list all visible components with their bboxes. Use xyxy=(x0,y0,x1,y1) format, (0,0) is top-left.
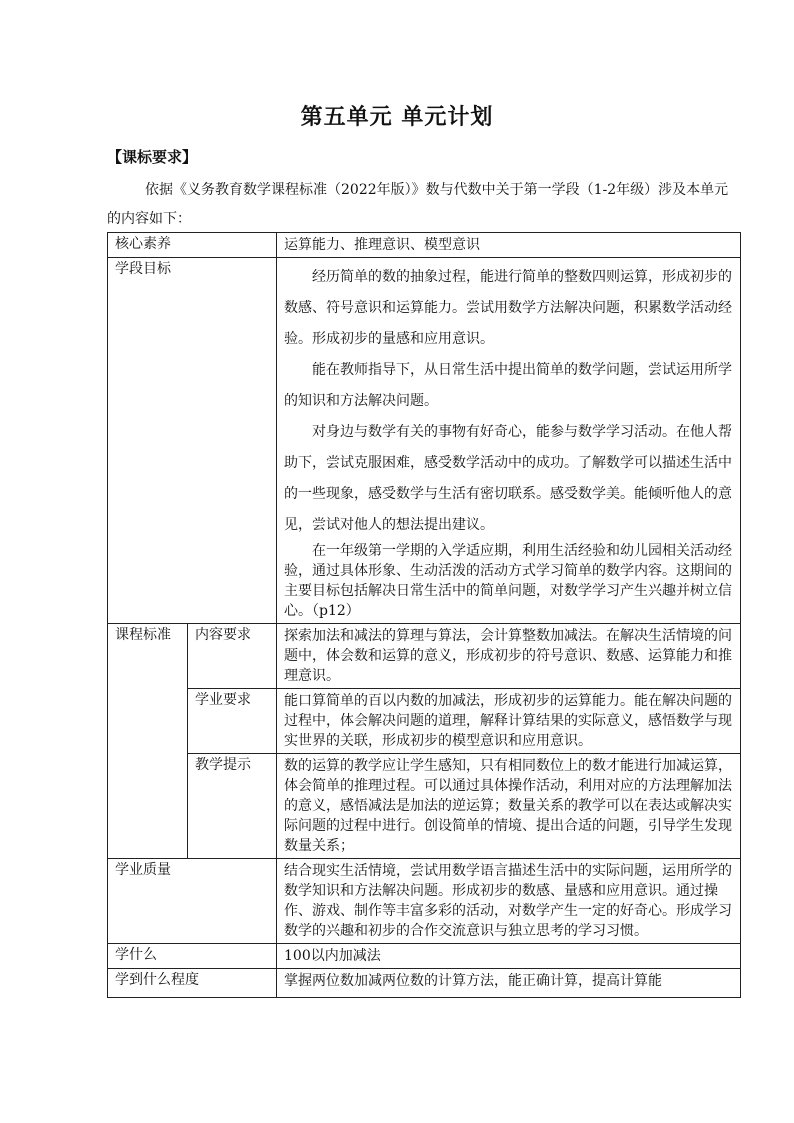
stage-goals-label: 学段目标 xyxy=(108,258,277,624)
table-row xyxy=(108,969,741,998)
content-requirement-label: 内容要求 xyxy=(188,624,277,689)
academic-requirement-text: 能口算简单的百以内数的加减法，形成初步的运算能力。能在解决问题的过程中，体会解决问题的道理，解释计算结果的实际意义，感悟数学与现实世界的关联，形成初步的模型意识和应用意识。 xyxy=(277,689,741,754)
stage-goal-paragraph: 能在教师指导下，从日常生活中提出简单的数学问题，尝试运用所学的知识和方法解决问题。 xyxy=(284,362,732,409)
section-heading: 【课标要求】 xyxy=(107,148,198,166)
table-row xyxy=(108,754,741,859)
degree-value: 掌握两位数加减两位数的计算方法，能正确计算，提高计算能 xyxy=(277,969,741,998)
curriculum-label: 课程标准 xyxy=(108,624,188,859)
page-title: 第五单元 单元计划 xyxy=(300,104,494,130)
teaching-tips-text: 数的运算的教学应让学生感知，只有相同数位上的数才能进行加减运算，体会简单的推理过程。可以通过具体操作活动，利用对应的方法理解加法的意义，感悟减法是加法的逆运算；数量关系的教学可以在表达或解决实际问题的过程中进行。创设简单的情境、提出合适的问题，引导学生发现数量关系； xyxy=(277,754,741,859)
intro-paragraph: 依据《义务教育数学课程标准（2022年版）》数与代数中关于第一学段（1-2年级）涉及本单元的内容如下： xyxy=(107,182,729,227)
table-row xyxy=(108,859,741,944)
stage-goal-paragraph: 在一年级第一学期的入学适应期，利用生活经验和幼儿园相关活动经验，通过具体形象、生动活泼的活动方式学习简单的数学内容。这期间的主要目标包括解决日常生活中的简单问题，对数学学习产生兴趣并树立信心。（p12） xyxy=(284,543,732,619)
what-to-learn-label: 学什么 xyxy=(108,944,277,969)
stage-goals-cell xyxy=(277,258,741,624)
core-literacy-label: 核心素养 xyxy=(108,233,277,258)
what-to-learn-value: 100以内加减法 xyxy=(277,944,741,969)
stage-goal-paragraph: 对身边与数学有关的事物有好奇心，能参与数学学习活动。在他人帮助下，尝试克服困难，感受数学活动中的成功。了解数学可以描述生活中的一些现象，感受数学与生活有密切联系。感受数学美。能倾听他人的意见，尝试对他人的想法提出建议。 xyxy=(284,424,732,533)
content-requirement-text: 探索加法和减法的算理与算法，会计算整数加减法。在解决生活情境的问题中，体会数和运算的意义，形成初步的符号意识、数感、运算能力和推理意识。 xyxy=(277,624,741,689)
unit-plan-table xyxy=(107,232,741,998)
academic-quality-label: 学业质量 xyxy=(108,859,277,944)
academic-requirement-label: 学业要求 xyxy=(188,689,277,754)
table-row xyxy=(108,624,741,689)
table-row xyxy=(108,944,741,969)
stage-goal-paragraph: 经历简单的数的抽象过程，能进行简单的整数四则运算，形成初步的数感、符号意识和运算能力。尝试用数学方法解决问题，积累数学活动经验。形成初步的量感和应用意识。 xyxy=(284,269,732,347)
teaching-tips-label: 教学提示 xyxy=(188,754,277,859)
table-row xyxy=(108,258,741,624)
degree-label: 学到什么程度 xyxy=(108,969,277,998)
table-row xyxy=(108,233,741,258)
academic-quality-text: 结合现实生活情境，尝试用数学语言描述生活中的实际问题，运用所学的数学知识和方法解决问题。形成初步的数感、量感和应用意识。通过操作、游戏、制作等丰富多彩的活动，对数学产生一定的好奇心。形成学习数学的兴趣和初步的合作交流意识与独立思考的学习习惯。 xyxy=(277,859,741,944)
core-literacy-value: 运算能力、推理意识、模型意识 xyxy=(277,233,741,258)
table-row xyxy=(108,689,741,754)
